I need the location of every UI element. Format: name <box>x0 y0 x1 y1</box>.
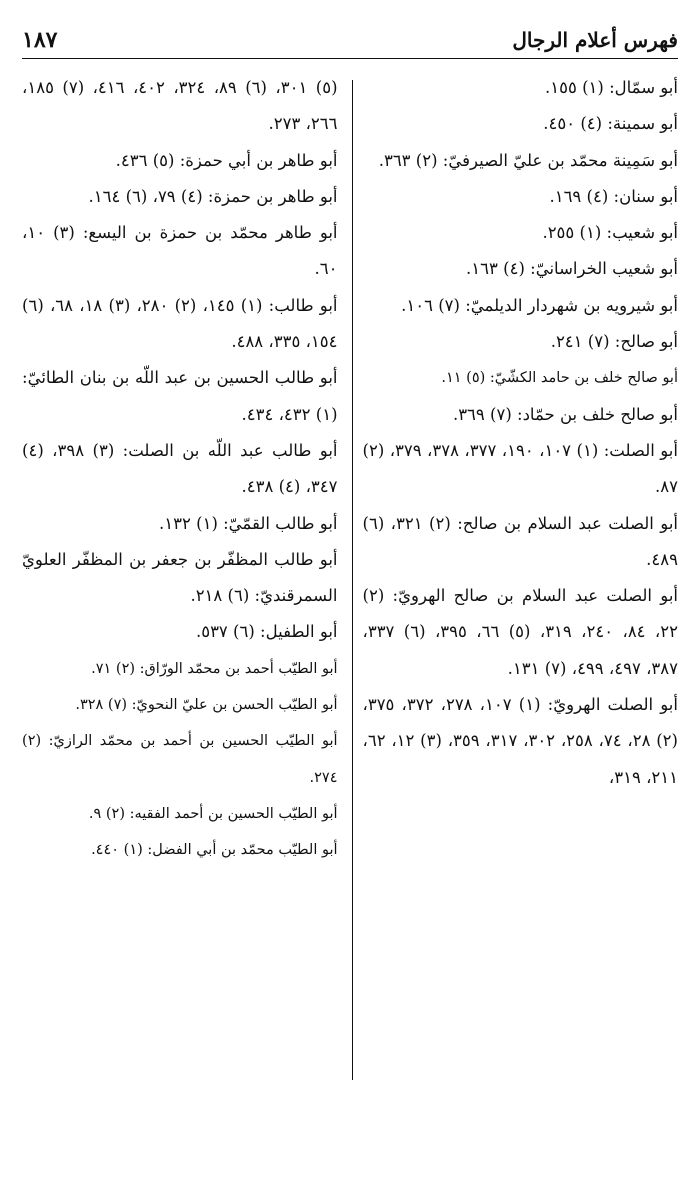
page-header <box>22 22 678 59</box>
index-entry: أبو سمّال: (١) ١٥٥. <box>545 78 678 97</box>
right-column <box>353 70 679 1120</box>
index-entry: أبو طاهر بن حمزة: (٤) ٧٩، (٦) ١٦٤. <box>88 186 338 206</box>
index-entry: أبو طالب عبد اللّه بن الصلت: (٣) ٣٩٨، (٤) ٣٤٧، (٤) ٤٣٨. <box>22 440 338 497</box>
column-divider <box>352 80 353 1080</box>
index-entry: أبو طاهر محمّد بن حمزة بن اليسع: (٣) ١٠، ٦٠. <box>22 223 338 279</box>
index-entry: أبو طالب الحسين بن عبد اللّه بن بنان الطائيّ: (١) ٤٣٢، ٤٣٤. <box>22 368 338 424</box>
running-title: فهرس أعلام الرجال <box>512 28 678 52</box>
index-entry: أبو الطفيل: (٦) ٥٣٧. <box>195 622 338 642</box>
index-entry: أبو صالح: (٧) ٢٤١. <box>550 332 678 352</box>
index-entry: أبو شعيب: (١) ٢٥٥. <box>542 223 678 243</box>
index-entry: أبو سَمِينة محمّد بن عليّ الصيرفيّ: (٢) ٣٦٣. <box>378 150 678 170</box>
index-columns <box>22 70 678 1120</box>
index-entry: أبو الطيّب أحمد بن محمّد الورّاق: (٢) ٧١. <box>91 660 338 677</box>
index-entry: أبو طالب المظفّر بن جعفر بن المظفّر العلويّ السمرقنديّ: (٦) ٢١٨. <box>22 549 338 606</box>
index-entry: أبو الصلت الهرويّ: (١) ١٠٧، ٢٧٨، ٣٧٢، ٣٧٥، (٢) ٢٨، ٧٤، ٢٥٨، ٣٠٢، ٣١٧، ٣٥٩، (٣) ١٢، ٦٢، ٢١١، ٣١٩، <box>362 695 678 787</box>
index-entry: أبو الصلت عبد السلام بن صالح: (٢) ٣٢١، (٦) ٤٨٩. <box>362 513 678 569</box>
index-entry: أبو الطيّب الحسن بن عليّ النحويّ: (٧) ٣٢٨. <box>75 697 338 714</box>
index-entry: أبو طالب القمّيّ: (١) ١٣٢. <box>159 513 338 533</box>
index-entry: أبو الطيّب الحسين بن أحمد الفقيه: (٢) ٩. <box>88 805 338 822</box>
left-column <box>22 70 352 1120</box>
index-entry: أبو شيرويه بن شهردار الديلميّ: (٧) ١٠٦. <box>401 295 678 315</box>
index-entry: أبو الصلت عبد السلام بن صالح الهرويّ: (٢) ٢٢، ٨٤، ٢٤٠، ٣١٩، (٥) ٦٦، ٣٩٥، (٦) ٣٣٧، ٣٨٧، ٤٩٧، ٤٩٩، (٧) ١٣١. <box>362 586 678 678</box>
index-entry: أبو طالب: (١) ١٤٥، (٢) ٢٨٠، (٣) ١٨، ٦٨، (٦) ١٥٤، ٣٣٥، ٤٨٨. <box>22 295 338 352</box>
index-entry: أبو الصلت: (١) ١٠٧، ١٩٠، ٣٧٧، ٣٧٨، ٣٧٩، (٢) ٨٧. <box>362 440 678 497</box>
index-entry: أبو صالح خلف بن حمّاد: (٧) ٣٦٩. <box>452 404 678 424</box>
index-entry: أبو شعيب الخراسانيّ: (٤) ١٦٣. <box>466 259 678 279</box>
index-entry: أبو الطيّب الحسين بن أحمد بن محمّد الرازيّ: (٢) ٢٧٤. <box>22 733 338 786</box>
index-entry: أبو صالح خلف بن حامد الكشّيّ: (٥) ١١. <box>441 370 678 387</box>
index-entry: أبو طاهر بن أبي حمزة: (٥) ٤٣٦. <box>115 150 338 170</box>
index-entry: أبو سنان: (٤) ١٦٩. <box>549 186 678 206</box>
index-entry: أبو سمينة: (٤) ٤٥٠. <box>543 114 678 134</box>
index-entry: أبو الطيّب محمّد بن أبي الفضل: (١) ٤٤٠. <box>91 842 338 859</box>
page-number: ١٨٧ <box>22 27 58 53</box>
index-entry: (٥) ٣٠١، (٦) ٨٩، ٣٢٤، ٤٠٢، ٤١٦، (٧) ١٨٥، ٢٦٦، ٢٧٣. <box>22 78 338 134</box>
